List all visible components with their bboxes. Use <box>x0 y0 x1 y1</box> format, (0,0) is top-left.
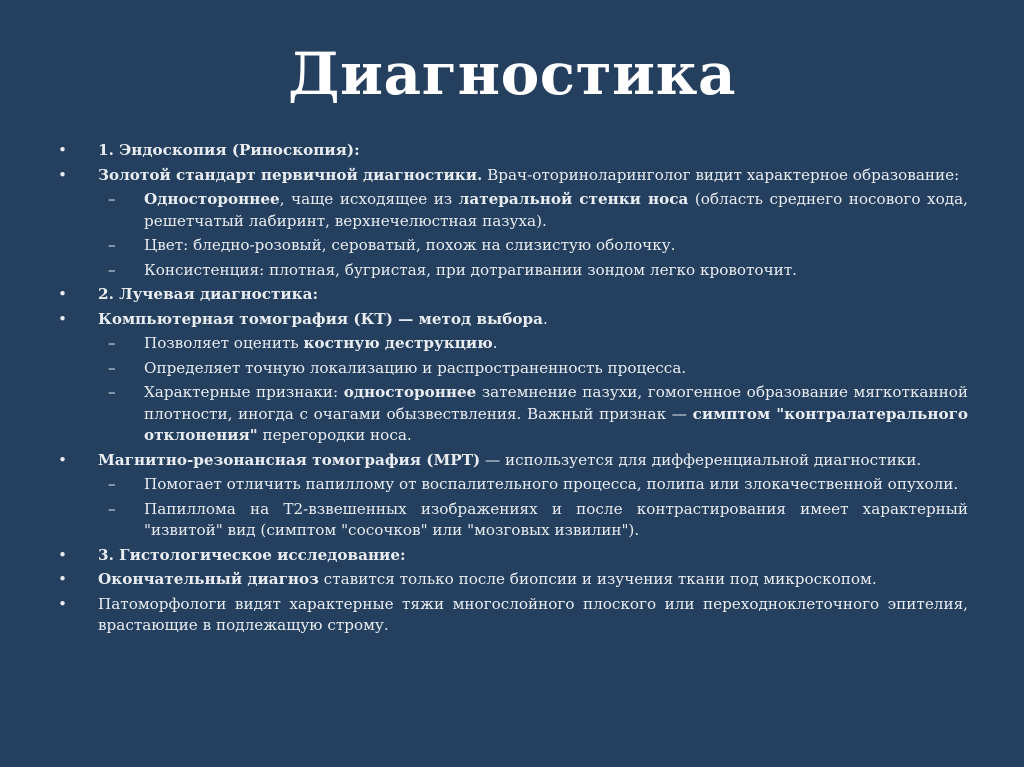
text-run: Консистенция: плотная, бугристая, при дотрагивании зондом легко кровоточит. <box>144 260 797 279</box>
text-run: . <box>492 334 498 352</box>
bold-run: Золотой стандарт первичной диагностики. <box>98 165 483 184</box>
sub-item <box>58 260 968 282</box>
slide-title: Диагностика <box>287 40 737 108</box>
dash-marker: – <box>108 358 116 377</box>
bullet-item <box>58 545 968 567</box>
bold-run: Магнитно-резонансная томография (МРТ) <box>98 450 481 469</box>
bullet-item <box>58 284 968 306</box>
dash-marker: – <box>108 190 116 208</box>
item-text <box>144 189 968 232</box>
item-text <box>144 474 968 496</box>
text-run: Папиллома на Т2-взвешенных изображениях и после контрастирования имеет характерный "извитой" вид (симптом "сосочков" или "мозговых извилин"). <box>144 499 968 539</box>
bullet-marker: • <box>58 141 67 159</box>
bold-run: Одностороннее <box>144 190 280 208</box>
sub-item <box>58 358 968 380</box>
bold-run: Компьютерная томография (КТ) — метод выбора <box>98 309 543 328</box>
dash-marker: – <box>108 236 116 254</box>
text-run: ставится только после биопсии и изучения ткани под микроскопом. <box>318 570 877 588</box>
bullet-marker: • <box>58 309 67 328</box>
bold-run: Окончательный диагноз <box>98 570 319 588</box>
sub-item <box>58 474 968 496</box>
text-run: затемнение пазухи, гомогенное образование мягкотканной плотности, иногда с очагами обызвествления. Важный признак — <box>144 383 968 423</box>
dash-marker: – <box>108 260 116 279</box>
dash-marker: – <box>108 475 116 493</box>
text-run: Позволяет оценить <box>144 334 304 352</box>
bullet-marker: • <box>58 545 67 564</box>
item-text <box>98 284 968 306</box>
bold-run: 2. Лучевая диагностика: <box>98 285 319 303</box>
item-text <box>98 165 968 187</box>
sub-item <box>58 382 968 447</box>
dash-marker: – <box>108 334 116 352</box>
text-run: . <box>542 309 548 328</box>
item-text <box>98 309 968 331</box>
sub-item <box>58 333 968 355</box>
sub-item <box>58 189 968 232</box>
item-text <box>144 358 968 380</box>
item-text <box>144 382 968 447</box>
item-text <box>144 333 968 355</box>
item-text <box>98 594 968 637</box>
text-run: Помогает отличить папиллому от воспалительного процесса, полипа или злокачественной опухоли. <box>144 475 959 493</box>
sub-item <box>58 235 968 257</box>
bullet-item <box>58 569 968 591</box>
bullet-item <box>58 140 968 162</box>
item-text <box>144 499 968 542</box>
dash-marker: – <box>108 383 116 401</box>
dash-marker: – <box>108 499 116 518</box>
bold-run: латеральной стенки носа <box>458 190 689 208</box>
bullet-marker: • <box>58 165 67 184</box>
item-text <box>98 545 968 567</box>
bullet-marker: • <box>58 570 67 588</box>
text-run: Определяет точную локализацию и распространенность процесса. <box>144 358 687 377</box>
bullet-marker: • <box>58 594 67 613</box>
bold-run: одностороннее <box>343 383 477 401</box>
item-text <box>98 140 968 162</box>
text-run: Патоморфологи видят характерные тяжи многослойного плоского или переходноклеточного эпителия, врастающие в подлежащую строму. <box>98 594 968 634</box>
item-text <box>144 235 968 257</box>
content-list <box>58 140 968 640</box>
text-run: Врач-оториноларинголог видит характерное образование: <box>482 165 960 184</box>
sub-item <box>58 499 968 542</box>
bullet-marker: • <box>58 285 67 303</box>
bullet-marker: • <box>58 450 67 469</box>
bold-run: 3. Гистологическое исследование: <box>98 545 406 564</box>
bullet-item <box>58 165 968 187</box>
bullet-item <box>58 309 968 331</box>
text-run: Характерные признаки: <box>144 383 344 401</box>
bold-run: костную деструкцию <box>303 334 493 352</box>
item-text <box>98 569 968 591</box>
text-run: , чаще исходящее из <box>279 190 459 208</box>
bold-run: симптом "контралатерального отклонения" <box>144 404 969 444</box>
bold-run: 1. Эндоскопия (Риноскопия): <box>98 141 360 159</box>
text-run: Цвет: бледно-розовый, сероватый, похож на слизистую оболочку. <box>144 236 676 254</box>
text-run: перегородки носа. <box>257 426 412 444</box>
item-text <box>98 450 968 472</box>
bullet-item <box>58 450 968 472</box>
text-run: — используется для дифференциальной диагностики. <box>480 450 922 469</box>
bullet-item <box>58 594 968 637</box>
text-run: (область среднего носового хода, решетчатый лабиринт, верхнечелюстная пазуха). <box>144 190 968 230</box>
item-text <box>144 260 968 282</box>
